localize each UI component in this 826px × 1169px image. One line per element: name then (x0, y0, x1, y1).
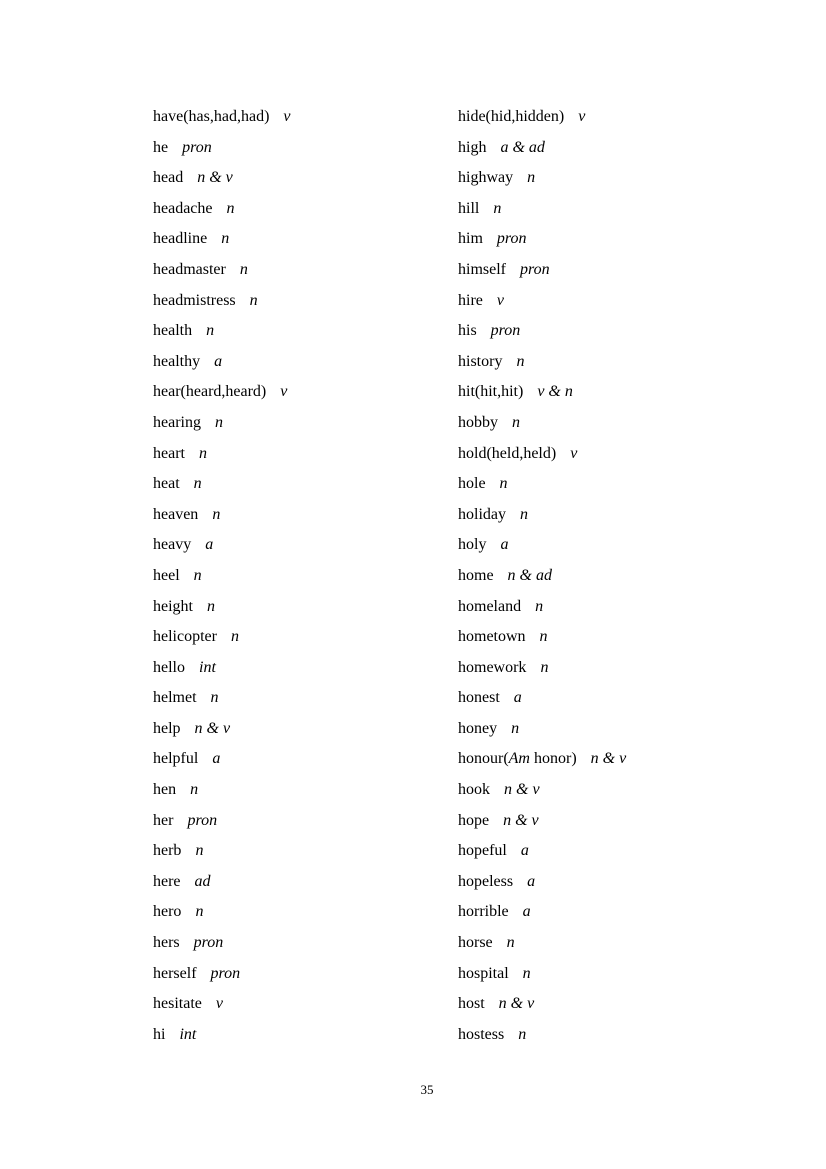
word-text: hook (458, 781, 490, 799)
word-entry (458, 224, 778, 255)
pos-tag: n (239, 260, 248, 278)
word-entry (153, 836, 453, 867)
pos-tag: n (210, 689, 219, 707)
word-text: history (458, 352, 503, 370)
word-entry (153, 102, 453, 133)
pos-tag: n (190, 781, 199, 799)
word-entry (153, 316, 453, 347)
word-entry (153, 653, 453, 684)
pos-tag: v (578, 108, 586, 125)
word-text: her (153, 811, 174, 829)
word-entry (153, 775, 453, 806)
word-entry (153, 561, 453, 592)
word-text: have(has,had,had) (153, 108, 270, 125)
word-text: hostess (458, 1025, 505, 1043)
word-text: hospital (458, 964, 509, 982)
pos-tag: v & n (537, 383, 573, 401)
word-text: heel (153, 566, 180, 584)
word-text: helicopter (153, 628, 217, 646)
word-entry (458, 439, 778, 470)
pos-tag: n (206, 322, 215, 340)
pos-tag: n (212, 505, 221, 523)
pos-tag: a (527, 872, 536, 890)
pos-tag: n (518, 1025, 527, 1043)
word-entry (153, 989, 453, 1020)
word-text: hometown (458, 628, 526, 646)
word-entry (458, 286, 778, 317)
word-column-left (153, 102, 453, 1050)
word-entry (458, 255, 778, 286)
pos-tag: a (522, 903, 531, 921)
word-entry (458, 897, 778, 928)
word-entry (458, 775, 778, 806)
pos-tag: a (212, 750, 221, 768)
word-text: heavy (153, 536, 192, 554)
word-entry (458, 347, 778, 378)
word-entry (458, 561, 778, 592)
word-text: headmistress (153, 291, 236, 309)
word-text: herb (153, 842, 182, 860)
word-entry (458, 377, 778, 408)
word-entry (458, 102, 778, 133)
word-text: hit(hit,hit) (458, 383, 524, 401)
word-text: honour(Am honor) (458, 750, 577, 768)
word-entry (458, 806, 778, 837)
pos-tag: pron (187, 811, 218, 829)
pos-tag: n (499, 475, 508, 493)
pos-tag: n (198, 444, 207, 462)
word-text: hopeful (458, 842, 507, 860)
pos-tag: n (195, 903, 204, 921)
pos-tag: v (570, 444, 578, 462)
word-entry (153, 469, 453, 500)
word-entry (153, 867, 453, 898)
pos-tag: n (522, 964, 531, 982)
word-entry (458, 133, 778, 164)
pos-tag: a & ad (500, 138, 545, 156)
word-entry (153, 530, 453, 561)
word-text: helmet (153, 689, 197, 707)
word-text: home (458, 566, 494, 584)
word-text: hole (458, 475, 486, 493)
word-text: headmaster (153, 260, 226, 278)
pos-tag: int (179, 1025, 197, 1043)
pos-tag: n (535, 597, 544, 615)
word-entry (458, 867, 778, 898)
word-entry (458, 714, 778, 745)
pos-tag: n & v (194, 719, 231, 737)
pos-tag: v (215, 995, 223, 1013)
pos-tag: n (226, 199, 235, 217)
word-entry (153, 377, 453, 408)
word-text: hero (153, 903, 182, 921)
word-entry (153, 194, 453, 225)
word-entry (153, 224, 453, 255)
pos-tag: n & v (498, 995, 535, 1013)
pos-tag: pron (490, 322, 521, 340)
word-text: himself (458, 260, 506, 278)
word-entry (153, 1020, 453, 1051)
word-entry (153, 897, 453, 928)
word-entry (153, 408, 453, 439)
word-text: highway (458, 169, 514, 187)
word-entry (153, 255, 453, 286)
word-entry (153, 500, 453, 531)
pos-tag: n (249, 291, 258, 309)
pos-tag: a (214, 352, 223, 370)
pos-tag: n & v (504, 781, 540, 799)
word-text: hobby (458, 413, 498, 431)
word-entry (458, 928, 778, 959)
word-entry (153, 592, 453, 623)
word-text: hire (458, 291, 483, 309)
pos-tag: n (539, 628, 548, 646)
word-text: hello (153, 658, 185, 676)
word-entry (153, 959, 453, 990)
word-entry (458, 592, 778, 623)
word-text: hesitate (153, 995, 202, 1013)
word-text: helpful (153, 750, 199, 768)
word-text: hope (458, 811, 490, 829)
pos-tag: pron (210, 964, 241, 982)
pos-tag: n (195, 842, 204, 860)
word-text: help (153, 719, 181, 737)
word-text: high (458, 138, 487, 156)
word-entry (458, 469, 778, 500)
word-entry (153, 714, 453, 745)
pos-tag: n (230, 628, 239, 646)
word-text: hold(held,held) (458, 444, 557, 462)
pos-tag: int (199, 658, 216, 676)
word-entry (458, 989, 778, 1020)
word-entry (153, 928, 453, 959)
pos-tag: n (493, 199, 502, 217)
word-text: holy (458, 536, 487, 554)
word-column-right (458, 102, 778, 1050)
pos-tag: n (540, 658, 549, 676)
pos-tag: n (520, 505, 528, 523)
pos-tag: n (527, 169, 536, 187)
word-entry (458, 408, 778, 439)
word-entry (458, 1020, 778, 1051)
word-text: heart (153, 444, 185, 462)
word-entry (458, 744, 778, 775)
pos-tag: n & v (503, 811, 539, 829)
pos-tag: n (214, 413, 223, 431)
word-entry (153, 347, 453, 378)
pos-tag: n (516, 352, 525, 370)
word-entry (458, 683, 778, 714)
word-entry (458, 316, 778, 347)
word-text: herself (153, 964, 197, 982)
word-text: horse (458, 934, 493, 952)
word-text: here (153, 872, 181, 890)
word-text: hen (153, 781, 177, 799)
pos-tag: a (205, 536, 214, 554)
pos-tag: n (511, 719, 520, 737)
word-text: heat (153, 475, 180, 493)
word-text: he (153, 138, 169, 156)
word-entry (153, 683, 453, 714)
pos-tag: n & v (590, 750, 627, 768)
word-text: hers (153, 934, 180, 952)
word-text: healthy (153, 352, 201, 370)
word-text: height (153, 597, 193, 615)
pos-tag: n & v (197, 169, 233, 187)
word-text: host (458, 995, 485, 1013)
word-entry (153, 744, 453, 775)
word-text: honest (458, 689, 500, 707)
word-text: hill (458, 199, 480, 217)
pos-tag: n (221, 230, 230, 248)
word-text: hearing (153, 413, 201, 431)
word-text: him (458, 230, 483, 248)
word-entry (153, 163, 453, 194)
pos-tag: pron (520, 260, 550, 278)
word-text: health (153, 322, 193, 340)
pos-tag: n (193, 566, 202, 584)
word-entry (458, 500, 778, 531)
pos-tag: a (500, 536, 509, 554)
word-text: hide(hid,hidden) (458, 108, 565, 125)
pos-tag: pron (496, 230, 527, 248)
word-entry (458, 622, 778, 653)
word-text: horrible (458, 903, 509, 921)
pos-tag: v (496, 291, 504, 309)
word-entry (153, 622, 453, 653)
word-text: hi (153, 1025, 166, 1043)
word-entry (458, 836, 778, 867)
word-text: headline (153, 230, 208, 248)
word-text: head (153, 169, 184, 187)
pos-tag: a (513, 689, 522, 707)
pos-tag: n (512, 413, 520, 431)
word-entry (458, 653, 778, 684)
word-entry (458, 194, 778, 225)
word-text: hear(heard,heard) (153, 383, 267, 401)
pos-tag: pron (182, 138, 212, 156)
pos-tag: v (283, 108, 291, 125)
word-entry (458, 530, 778, 561)
pos-tag: pron (193, 934, 224, 952)
pos-tag: n & ad (507, 566, 552, 584)
pos-tag: n (193, 475, 202, 493)
word-text: headache (153, 199, 213, 217)
word-entry (458, 959, 778, 990)
word-text: hopeless (458, 872, 514, 890)
page-number: 35 (420, 1082, 434, 1097)
word-text: homework (458, 658, 527, 676)
pos-tag: n (506, 934, 515, 952)
word-entry (153, 439, 453, 470)
word-text: holiday (458, 505, 506, 523)
word-entry (153, 286, 453, 317)
pos-tag: n (207, 597, 215, 615)
pos-tag: v (280, 383, 288, 401)
word-entry (153, 133, 453, 164)
pos-tag: ad (194, 872, 211, 890)
word-text: honey (458, 719, 498, 737)
word-text: homeland (458, 597, 522, 615)
word-text: heaven (153, 505, 199, 523)
word-entry (153, 806, 453, 837)
pos-tag: a (520, 842, 529, 860)
word-entry (458, 163, 778, 194)
word-text: his (458, 322, 477, 340)
